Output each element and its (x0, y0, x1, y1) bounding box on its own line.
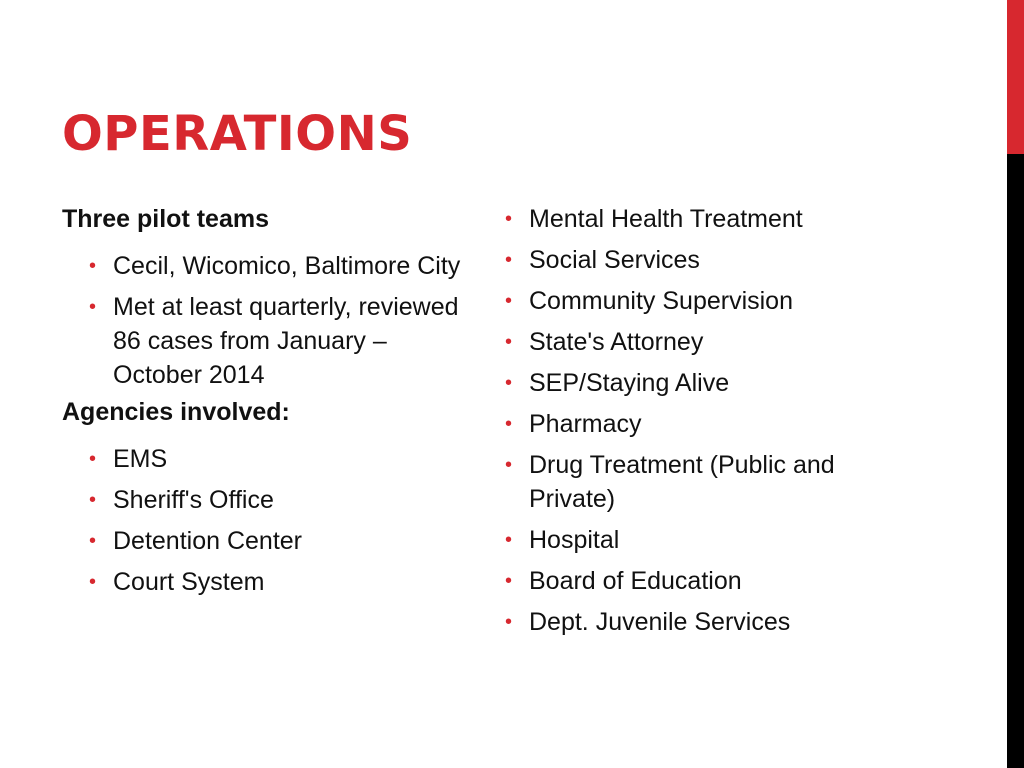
bullet-icon: • (505, 208, 513, 230)
list-item (89, 565, 462, 599)
list-item-text: EMS (113, 445, 168, 473)
bullet-icon: • (505, 454, 513, 476)
pilot-teams-list (62, 249, 462, 392)
list-item-text: Hospital (529, 526, 620, 554)
slide-title: OPERATIONS (62, 106, 413, 162)
list-item (505, 366, 905, 400)
list-item (505, 202, 905, 236)
list-item-text: Met at least quarterly, reviewed 86 cases from January – October 2014 (113, 293, 459, 389)
list-item-text: Mental Health Treatment (529, 205, 803, 233)
slide-edge-accent (1007, 0, 1024, 154)
list-item-text: Community Supervision (529, 287, 793, 315)
list-item (505, 243, 905, 277)
right-column (505, 202, 905, 646)
agencies-list (62, 442, 462, 599)
agencies-list-continued (505, 202, 905, 639)
bullet-icon: • (505, 249, 513, 271)
list-item (505, 407, 905, 441)
list-item-text: Pharmacy (529, 410, 642, 438)
bullet-icon: • (505, 413, 513, 435)
list-item-text: Drug Treatment (Public and Private) (529, 451, 835, 513)
list-item-text: Court System (113, 568, 265, 596)
bullet-icon: • (505, 570, 513, 592)
list-item (89, 249, 462, 283)
left-column (62, 202, 462, 606)
bullet-icon: • (89, 255, 97, 277)
bullet-icon: • (505, 290, 513, 312)
bullet-icon: • (89, 530, 97, 552)
bullet-icon: • (89, 448, 97, 470)
bullet-icon: • (505, 529, 513, 551)
list-item (505, 605, 905, 639)
list-item-text: Sheriff's Office (113, 486, 274, 514)
bullet-icon: • (89, 571, 97, 593)
list-item (89, 290, 462, 392)
bullet-icon: • (89, 296, 97, 318)
pilot-teams-heading: Three pilot teams (62, 205, 269, 233)
list-item-text: Social Services (529, 246, 700, 274)
list-item-text: Board of Education (529, 567, 742, 595)
bullet-icon: • (505, 611, 513, 633)
list-item-text: Dept. Juvenile Services (529, 608, 791, 636)
list-item (505, 564, 905, 598)
list-item-text: SEP/Staying Alive (529, 369, 730, 397)
bullet-icon: • (89, 489, 97, 511)
list-item (505, 284, 905, 318)
list-item (89, 483, 462, 517)
bullet-icon: • (505, 331, 513, 353)
list-item-text: Detention Center (113, 527, 303, 555)
list-item (89, 442, 462, 476)
list-item (505, 448, 905, 516)
slide-edge-bar (1007, 0, 1024, 768)
list-item (89, 524, 462, 558)
list-item (505, 325, 905, 359)
bullet-icon: • (505, 372, 513, 394)
list-item (505, 523, 905, 557)
agencies-heading: Agencies involved: (62, 398, 290, 426)
list-item-text: Cecil, Wicomico, Baltimore City (113, 252, 461, 280)
list-item-text: State's Attorney (529, 328, 704, 356)
